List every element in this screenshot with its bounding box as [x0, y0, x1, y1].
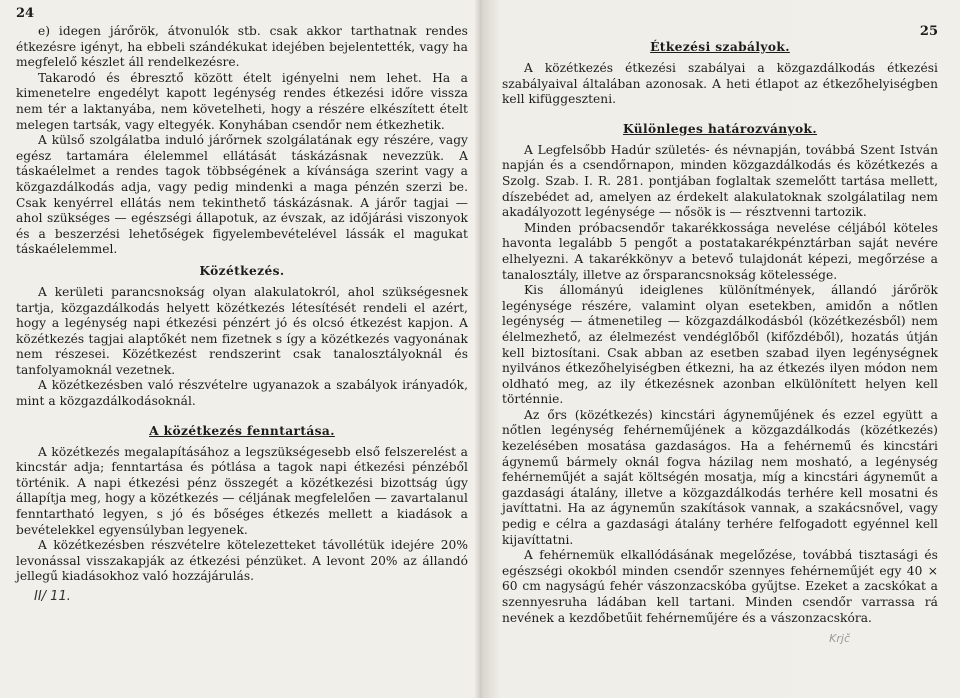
paragraph: Az őrs (közétkezés) kincstári ágyneműjének és ezzel együtt a nőtlen legénység fehérneműjének a közgazdálkodás (közétkezés) kezelésében mosatása gazdaságos. Ha a fehérnemű és kincstári ágynemű bármely oknál fogva házilag nem mosható, a legénység fehérneműjét a saját költségén mosatja, míg a kincstári ágyneműt a gazdasági átalány, illetve a közgazdálkodás terhére kell mosatni és javíttatni. Ha az ágyneműn szakítások vannak, a szakácsnővel, vagy pedig e célra a gazdasági átalány terhére felfogadott egyénnel kell kijavíttatni.: [502, 407, 938, 547]
section-heading-fenntartas: [16, 424, 468, 439]
paragraph: A kerületi parancsnokság olyan alakulatokról, ahol szükségesnek tartja, közgazdálkodás helyett közétkezés létesítését rendeli el azért, hogy a legénység napi étkezési pénzért jó és olcsó étkezést kapjon. A közétkezés tagjai alaptőkét nem fizetnek s így a közétkezés vagyonának nem részesei. Közétkezést rendszerint csak tanalosztályoknál és tanfolyamoknál vezetnek.: [16, 284, 468, 377]
paragraph: A közétkezésben részvételre kötelezetteket távollétük idejére 20% levonással visszakapják az étkezési pénzüket. A levont 20% az állandó jellegű kiadásokhoz való hozzájárulás.: [16, 538, 468, 584]
heading-text: Étkezési szabályok.: [650, 40, 790, 54]
paragraph: A közétkezésben való részvételre ugyanazok a szabályok irányadók, mint a közgazdálkodásoknál.: [16, 378, 468, 409]
section-heading-kozetkezes: Közétkezés.: [199, 263, 285, 278]
paragraph: A közétkezés megalapításához a legszükségesebb első felszerelést a kincstár adja; fenntartása és pótlása a tagok napi étkezési pénzéből történik. A napi étkezési pénz összegét a közétkezési bizottság úgy állapítja meg, hogy a közétkezés — céljának megfelelően — zavartalanul fenntartható legyen, s jó és bőséges étkezés mellett a kiadások a bevételekkel egyensúlyban legyenek.: [16, 444, 468, 537]
paragraph: Takarodó és ébresztő között ételt igényelni nem lehet. Ha a kimenetelre engedélyt kapott legénység rendes étkezési időre vissza nem tér a laktanyába, nem követelheti, hogy a részére elkészített ételt melegen tartsák, vagy eltegyék. Konyhában csendőr nem étkezhetik.: [16, 70, 468, 132]
paragraph: e) idegen járőrök, átvonulók stb. csak akkor tarthatnak rendes étkezésre igényt, ha ebbeli szándékukat idejében bejelentették, vagy ha megfelelő készlet áll rendelkezésre.: [16, 24, 468, 70]
right-page: [482, 0, 960, 698]
left-bottom-section: [16, 445, 468, 585]
stamp-mark: Krjč: [829, 632, 850, 645]
right-section-b: [502, 143, 938, 626]
paragraph: Minden próbacsendőr takarékkossága nevelése céljából köteles havonta legalább 5 pengőt a postatakarékpénztárban saját nevére elhelyezni. A takarékkönyv a betevő tulajdonát képezi, megőrzése a tanalosztály, illetve az őrsparancsnokság kötelessége.: [502, 220, 938, 282]
heading-text: A közétkezés fenntartása.: [149, 423, 335, 438]
heading-text: Különleges határozványok.: [622, 121, 818, 136]
page-number-left: 24: [16, 6, 35, 21]
section-heading-kulonleges: [502, 122, 938, 137]
paragraph: A fehérnemük elkallódásának megelőzése, továbbá tisztasági és egészségi okokból minden csendőr szennyes fehérneműjét egy 40 × 60 cm nagyságú fehér vászonzacskóba gyűjtse. Ezeket a zacskókat a szennyesruha ládában kell tartani. Minden csendőr varrassa rá nevének a kezdőbetűit fehérneműjére és a vászonzacskóra.: [502, 548, 938, 625]
left-top-section: [16, 24, 468, 258]
handwritten-note: II/ 11.: [34, 589, 71, 604]
paragraph: Kis állományú ideiglenes különítmények, állandó járőrök legénysége részére, valamint olyan esetekben, amidőn a nőtlen legénység — átmenetileg — közgazdálkodásból (közétkezésből) nem élelmezhető, az élelmezést vendéglőből (kifőzdéből), hozatás útján kell biztosítani. Csak abban az esetben szabad ilyen legénységnek nyilvános étkezőhelyiségben étkezni, ha az étkezés ilyen módon nem oldható meg, az ily étkezésnek azonban elkülönített helyen kell történnie.: [502, 283, 938, 407]
paragraph: A külső szolgálatba induló járőrnek szolgálatának egy részére, vagy egész tartamára élelemmel ellátását táskázásnak nevezzük. A táskaélelmet a rendes tagok többségének a kívánsága szerint vagy a közgazdálkodás adja, vagy pedig mindenki a maga pénzén szerzi be. Csak kenyérrel ellátás nem tekinthető táskázásnak. A járőr tagjai — ahol szükséges — egészségi állapotuk, az évszak, az időjárási viszonyok és a beszerzési lehetőségek figyelembevételével lássák el magukat táskaélelemmel.: [16, 133, 468, 257]
paragraph: A közétkezés étkezési szabályai a közgazdálkodás étkezési szabályaival általában azonosak. A heti étlapot az étkezőhelyiségben kell kifüggeszteni.: [502, 61, 938, 107]
right-section-a: [502, 61, 938, 108]
section-heading-etkezesi-szabalyok: [502, 40, 938, 55]
left-mid-section: [16, 285, 468, 410]
page-number-right: 25: [919, 24, 938, 39]
paragraph: A Legfelsőbb Hadúr születés- és névnapján, továbbá Szent István napján és a csendőrnapon, minden közgazdálkodás és közétkezés a Szolg. Szab. I. R. 281. pontjában foglaltak szemelőtt tartása mellett, díszebédet ad, amelyen az érdekelt alakulatoknak szolgálatilag nem akadályozott legénysége — nősök is — résztvenni tartozik.: [502, 142, 938, 220]
